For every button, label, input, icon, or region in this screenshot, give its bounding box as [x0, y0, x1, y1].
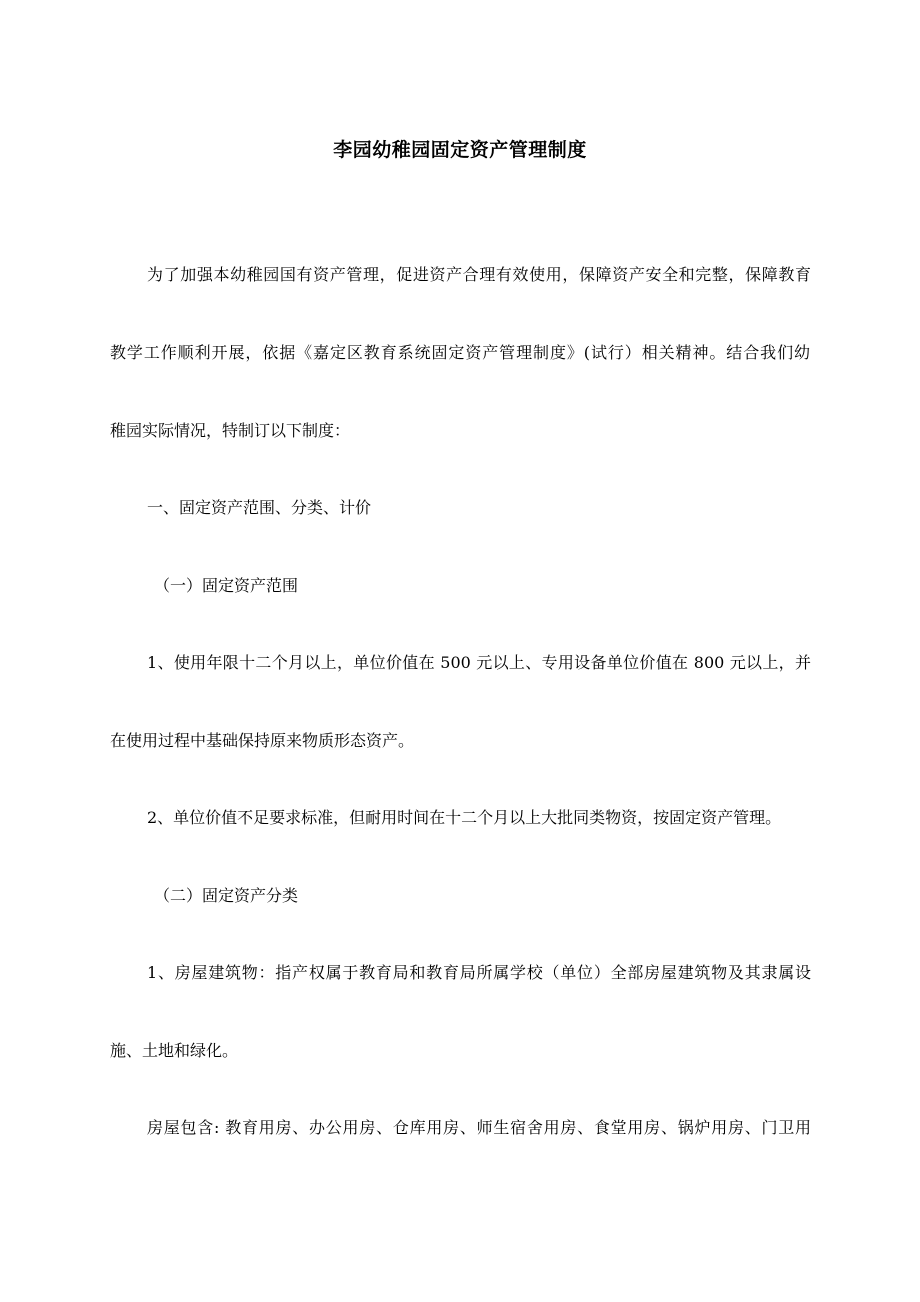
- section-heading-1: 一、固定资产范围、分类、计价: [147, 498, 372, 517]
- housing-types-line: 房屋包含: 教育用房、办公用房、仓库用房、师生宿舍用房、食堂用房、锅炉用房、门卫用: [147, 1118, 811, 1137]
- class-item-1-line-1: 1、房屋建筑物：指产权属于教育局和教育局所属学校（单位）全部房屋建筑物及其隶属设: [147, 963, 811, 982]
- document-title: 李园幼稚园固定资产管理制度: [333, 139, 587, 161]
- scope-item-1-line-2: 在使用过程中基础保持原来物质形态资产。: [110, 731, 415, 750]
- scope-item-2: 2、单位价值不足要求标准，但耐用时间在十二个月以上大批同类物资，按固定资产管理。: [147, 808, 782, 827]
- paragraph-intro-line-3: 稚园实际情况，特制订以下制度：: [110, 421, 351, 440]
- subsection-heading-scope: （一）固定资产范围: [154, 576, 299, 595]
- scope-item-1-line-1: 1、使用年限十二个月以上，单位价值在 500 元以上、专用设备单位价值在 800 元以上，并: [147, 653, 811, 672]
- subsection-heading-classification: （二）固定资产分类: [154, 886, 299, 905]
- class-item-1-line-2: 施、土地和绿化。: [110, 1041, 239, 1060]
- paragraph-intro-line-1: 为了加强本幼稚园国有资产管理，促进资产合理有效使用，保障资产安全和完整，保障教育: [147, 265, 811, 284]
- paragraph-intro-line-2: 教学工作顺利开展，依据《嘉定区教育系统固定资产管理制度》(试行）相关精神。结合我们幼: [110, 343, 810, 362]
